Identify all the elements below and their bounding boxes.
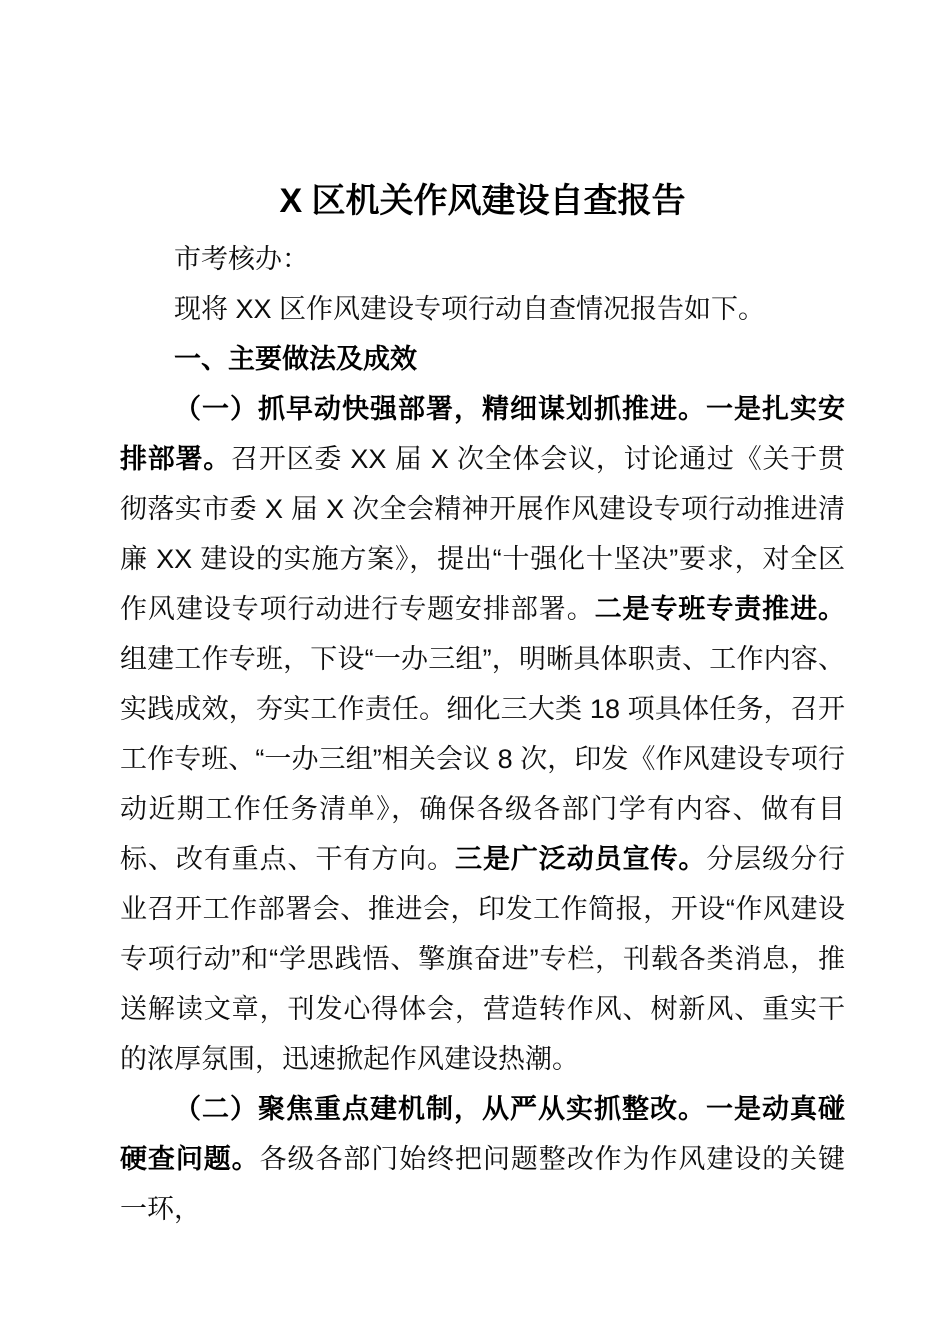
paragraph-2 xyxy=(120,1084,845,1234)
paragraph-1-point1-text: 召开区委 XX 届 X 次全体会议，讨论通过《关于贯彻落实市委 X 届 X 次全会精神开展作风建设专项行动推进清廉 XX 建设的实施方案》，提出“十强化十坚决”要求，对全区作风建设专项行动进行专题安排部署。 xyxy=(120,444,845,624)
paragraph-1-point1-lead: 一是扎实安排部署。 xyxy=(120,394,845,474)
paragraph-1-point3-text: 分层级分行业召开工作部署会、推进会，印发工作简报，开设“作风建设专项行动”和“学思践悟、擎旗奋进”专栏，刊载各类消息，推送解读文章，刊发心得体会，营造转作风、树新风、重实干的浓厚氛围，迅速掀起作风建设热潮。 xyxy=(120,844,846,1074)
paragraph-1-point2-text: 组建工作专班，下设“一办三组”，明晰具体职责、工作内容、实践成效，夯实工作责任。细化三大类 18 项具体任务，召开工作专班、“一办三组”相关会议 8 次，印发《作风建设专项行动近期工作任务清单》，确保各级各部门学有内容、做有目标、改有重点、干有方向。 xyxy=(120,644,845,874)
section-heading-1: 一、主要做法及成效 xyxy=(174,344,417,374)
paragraph-1-point3-lead: 三是广泛动员宣传。 xyxy=(455,844,707,874)
paragraph-2-point1-lead: 一是动真碰硬查问题。 xyxy=(120,1094,845,1174)
paragraph-1 xyxy=(120,384,845,1084)
paragraph-2-point1-text: 各级各部门始终把问题整改作为作风建设的关键一环， xyxy=(120,1144,846,1224)
paragraph-1-point2-lead: 二是专班专责推进。 xyxy=(594,594,846,624)
paragraph-2-lead: （二）聚焦重点建机制，从严从实抓整改。 xyxy=(174,1094,706,1124)
paragraph-1-lead: （一）抓早动快强部署，精细谋划抓推进。 xyxy=(174,394,706,424)
salutation: 市考核办： xyxy=(174,244,309,274)
document-title: X 区机关作风建设自查报告 xyxy=(279,182,686,220)
intro-paragraph: 现将 XX 区作风建设专项行动自查情况报告如下。 xyxy=(174,294,766,324)
